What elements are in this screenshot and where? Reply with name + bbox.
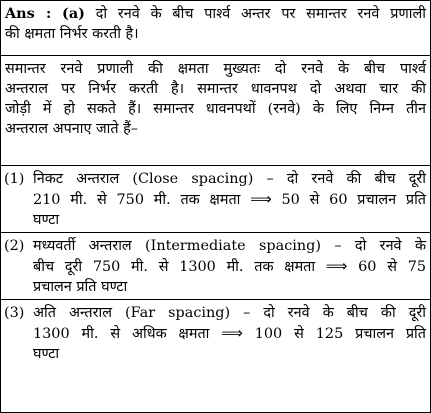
item-line: अति अन्तराल (Far spacing) – दो रनवे के बीच की दूरी — [33, 305, 426, 321]
item-line: प्रचालन प्रति घण्टा — [33, 279, 128, 295]
answer-box — [0, 0, 431, 56]
item-line: 1300 मी. से अधिक क्षमता ⟹ 100 से 125 प्रचालन प्रति — [33, 324, 426, 342]
paragraph-line: अन्तराल अपनाए जाते हैं– — [5, 121, 139, 137]
item-line: घण्टा — [33, 346, 60, 362]
paragraph-line: समान्तर रनवे प्रणाली की क्षमता मुख्यतः दो रनवे के बीच पार्श्व — [5, 61, 426, 77]
item-line: 210 मी. से 750 मी. तक क्षमता ⟹ 50 से 60 प्रचालन प्रति — [33, 190, 426, 208]
item-number: (2) — [4, 238, 25, 254]
paragraph-line: जोड़ी में हो सकते हैं। समान्तर धावनपथों (रनवे) के लिए निम्न तीन — [5, 101, 426, 117]
answer-label: Ans : — [5, 5, 52, 22]
implies-arrow-icon: ⟹ — [221, 324, 243, 342]
list-item-intermediate-spacing — [1, 232, 430, 299]
item-number: (3) — [4, 305, 25, 321]
implies-arrow-icon: ⟹ — [325, 257, 348, 275]
list-item-close-spacing — [1, 166, 430, 232]
explanation-box — [0, 55, 431, 166]
item-line: बीच दूरी 750 मी. से 1300 मी. तक क्षमता ⟹ 60 से 75 — [33, 257, 427, 275]
item-line: मध्यवर्ती अन्तराल (Intermediate spacing) – दो रनवे के — [33, 238, 426, 254]
item-line: घण्टा — [33, 212, 60, 228]
item-line: निकट अन्तराल (Close spacing) – दो रनवे की बीच दूरी — [33, 171, 426, 187]
answer-option: (a) — [62, 5, 85, 22]
paragraph-line: अन्तराल पर निर्भर करती है। समान्तर धावनपथ दो अथवा चार की — [5, 81, 426, 97]
answer-line-2: की क्षमता निर्भर करती है। — [5, 26, 139, 42]
spacing-list — [0, 165, 431, 413]
answer-line-1 — [5, 4, 426, 24]
item-number: (1) — [4, 171, 25, 187]
list-item-far-spacing — [1, 299, 430, 366]
answer-text: दो रनवे के बीच पार्श्व अन्तर पर समान्तर रनवे प्रणाली — [95, 6, 426, 22]
implies-arrow-icon: ⟹ — [250, 190, 272, 208]
